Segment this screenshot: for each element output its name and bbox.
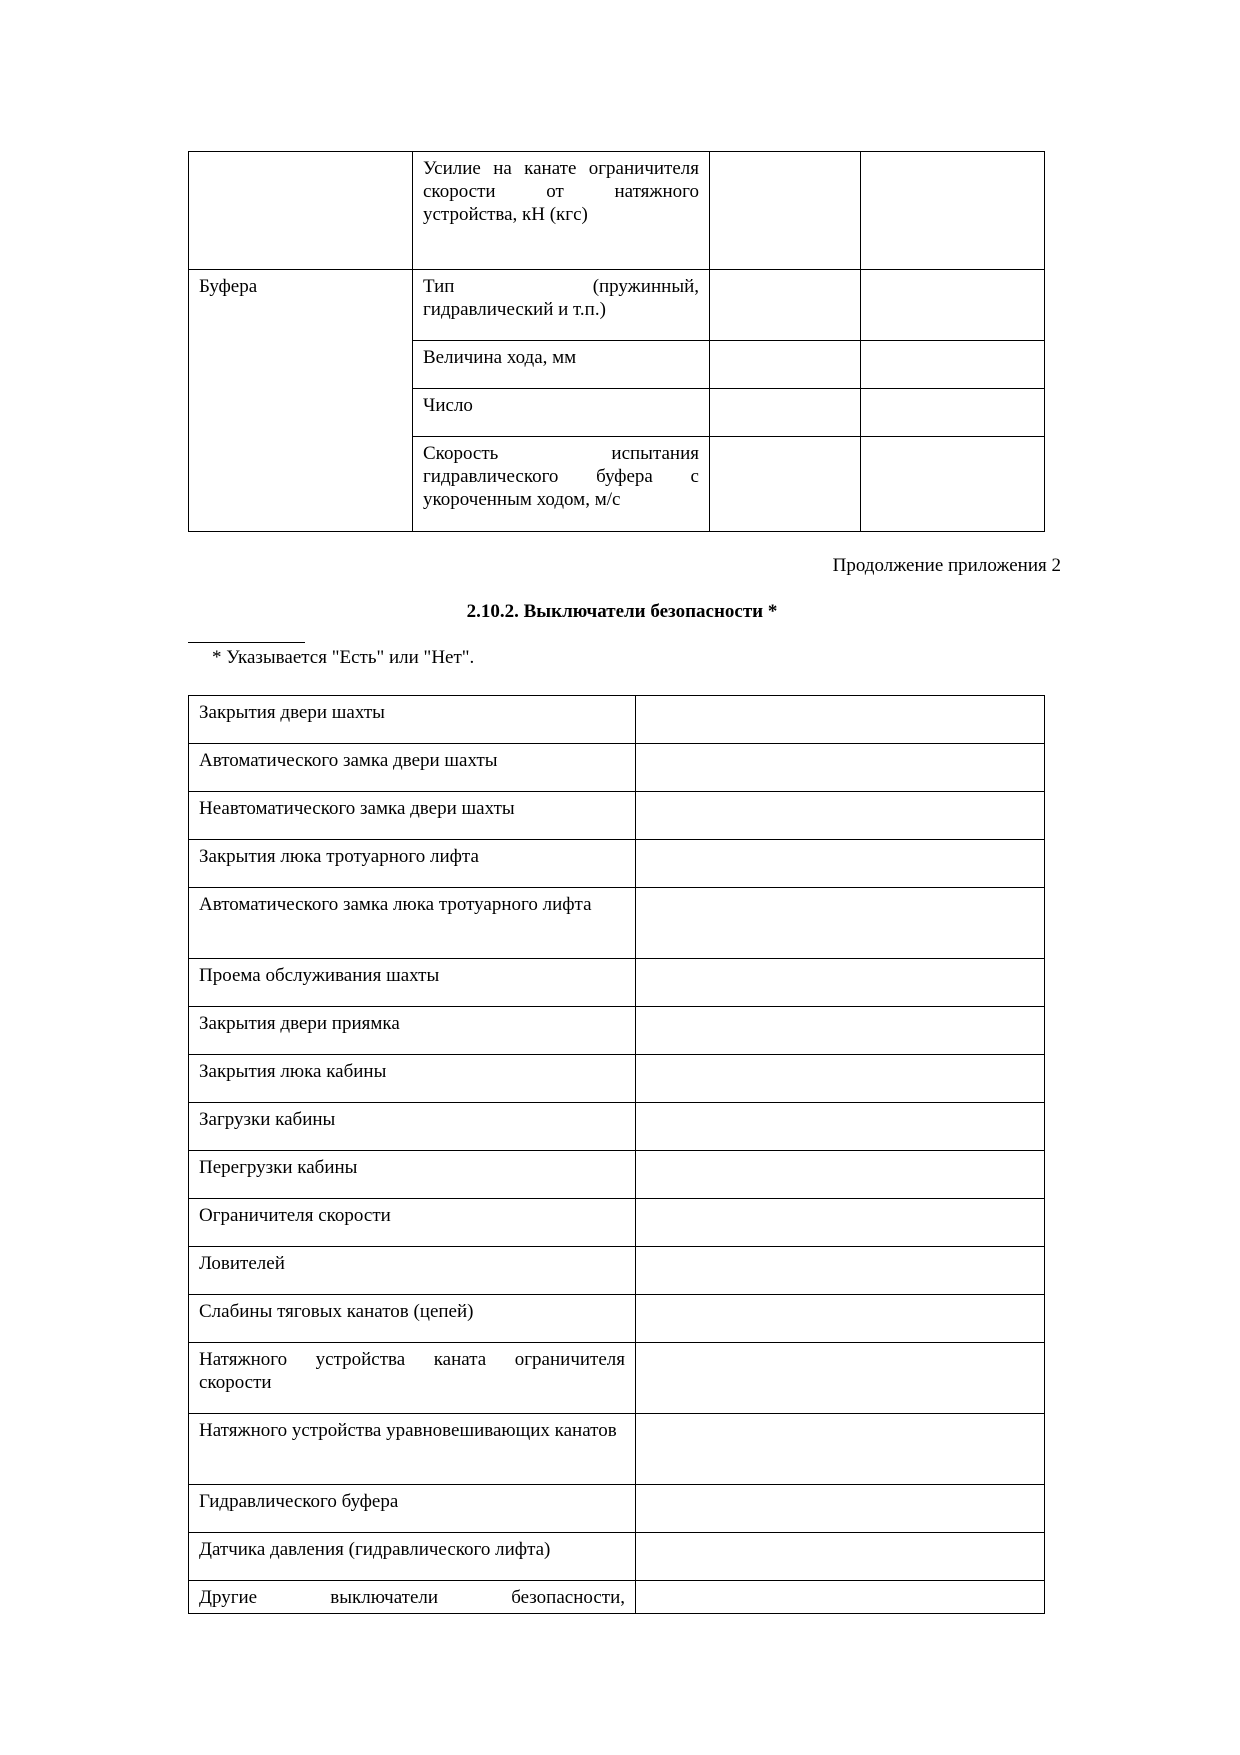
switch-value-cell[interactable] — [636, 792, 1045, 840]
switch-label: Ограничителя скорости — [189, 1199, 636, 1247]
switch-value-cell[interactable] — [636, 1247, 1045, 1295]
switch-label: Закрытия двери приямка — [189, 1007, 636, 1055]
table-row — [189, 1414, 1045, 1485]
param-count: Число — [413, 389, 710, 437]
speed-limiter-buffers-table — [188, 151, 1045, 532]
switch-value-cell[interactable] — [636, 1151, 1045, 1199]
continuation-label: Продолжение приложения 2 — [832, 555, 1061, 576]
switch-label: Перегрузки кабины — [189, 1151, 636, 1199]
switch-label: Натяжного устройства уравновешивающих канатов — [189, 1414, 636, 1485]
switch-value-cell[interactable] — [636, 744, 1045, 792]
param-rope-tension-force: Усилие на канате ограничителя скорости от натяжного устройства, кН (кгс) — [413, 152, 710, 270]
switch-label: Неавтоматического замка двери шахты — [189, 792, 636, 840]
section-title: 2.10.2. Выключатели безопасности * — [466, 601, 778, 622]
switch-label: Гидравлического буфера — [189, 1485, 636, 1533]
table-row — [189, 792, 1045, 840]
table-row — [189, 888, 1045, 959]
switch-value-cell[interactable] — [636, 840, 1045, 888]
table-row — [189, 1055, 1045, 1103]
safety-switches-table — [188, 695, 1045, 1614]
value-cell[interactable] — [861, 341, 1045, 389]
switch-value-cell[interactable] — [636, 1199, 1045, 1247]
switch-label: Автоматического замка люка тротуарного лифта — [189, 888, 636, 959]
table-row — [189, 270, 1045, 341]
table-row — [189, 152, 1045, 270]
switch-value-cell[interactable] — [636, 888, 1045, 959]
value-cell[interactable] — [861, 270, 1045, 341]
switch-value-cell[interactable] — [636, 959, 1045, 1007]
table-row — [189, 1151, 1045, 1199]
switch-label: Ловителей — [189, 1247, 636, 1295]
switch-label: Натяжного устройства каната ограничителя скорости — [189, 1343, 636, 1414]
table-row — [189, 959, 1045, 1007]
switch-label: Закрытия люка тротуарного лифта — [189, 840, 636, 888]
switch-value-cell[interactable] — [636, 1295, 1045, 1343]
value-cell[interactable] — [861, 389, 1045, 437]
table-row — [189, 1199, 1045, 1247]
switch-label: Загрузки кабины — [189, 1103, 636, 1151]
switch-value-cell[interactable] — [636, 1343, 1045, 1414]
table-row — [189, 1343, 1045, 1414]
param-buffer-type: Тип (пружинный, гидравлический и т.п.) — [413, 270, 710, 341]
table-row — [189, 1103, 1045, 1151]
value-cell[interactable] — [710, 341, 861, 389]
group-cell-empty — [189, 152, 413, 270]
switch-value-cell[interactable] — [636, 696, 1045, 744]
switch-value-cell[interactable] — [636, 1007, 1045, 1055]
switch-value-cell[interactable] — [636, 1533, 1045, 1581]
switch-label: Автоматического замка двери шахты — [189, 744, 636, 792]
value-cell[interactable] — [710, 389, 861, 437]
value-cell[interactable] — [861, 152, 1045, 270]
switch-label: Закрытия люка кабины — [189, 1055, 636, 1103]
switch-label: Закрытия двери шахты — [189, 696, 636, 744]
table-row — [189, 1533, 1045, 1581]
footnote: * Указывается "Есть" или "Нет". — [212, 647, 475, 668]
table-row — [189, 1247, 1045, 1295]
table-row — [189, 696, 1045, 744]
switch-label: Другие выключатели безопасности, — [189, 1581, 636, 1614]
switch-value-cell[interactable] — [636, 1055, 1045, 1103]
switch-value-cell[interactable] — [636, 1485, 1045, 1533]
value-cell[interactable] — [710, 437, 861, 532]
param-test-speed: Скорость испытания гидравлического буфера с укороченным ходом, м/с — [413, 437, 710, 532]
value-cell[interactable] — [861, 437, 1045, 532]
table-row — [189, 1485, 1045, 1533]
footnote-divider — [188, 642, 305, 643]
switch-value-cell[interactable] — [636, 1414, 1045, 1485]
switch-label: Датчика давления (гидравлического лифта) — [189, 1533, 636, 1581]
table-row — [189, 1007, 1045, 1055]
switch-value-cell[interactable] — [636, 1581, 1045, 1614]
switch-value-cell[interactable] — [636, 1103, 1045, 1151]
table-row — [189, 1581, 1045, 1614]
param-stroke: Величина хода, мм — [413, 341, 710, 389]
value-cell[interactable] — [710, 270, 861, 341]
value-cell[interactable] — [710, 152, 861, 270]
table-row — [189, 744, 1045, 792]
table-row — [189, 1295, 1045, 1343]
table-row — [189, 840, 1045, 888]
group-buffers: Буфера — [189, 270, 413, 532]
switch-label: Слабины тяговых канатов (цепей) — [189, 1295, 636, 1343]
switch-label: Проема обслуживания шахты — [189, 959, 636, 1007]
